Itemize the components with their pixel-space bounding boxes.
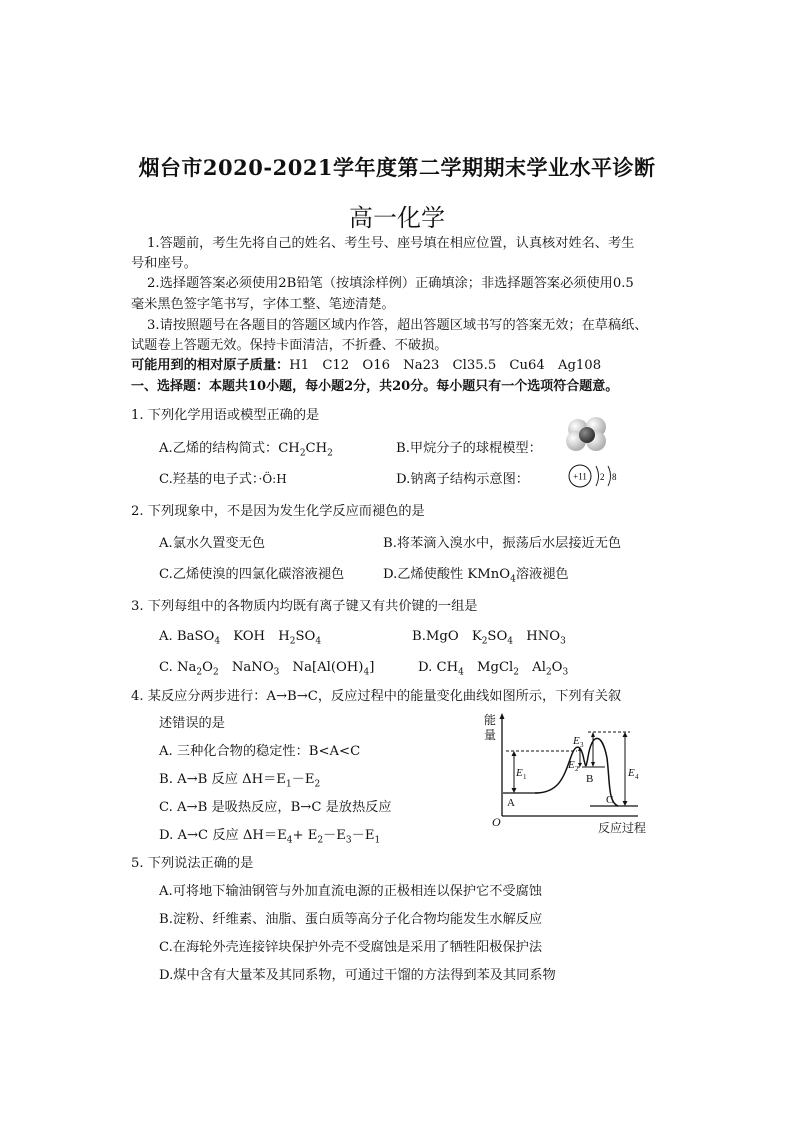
q4-stem-line2: 述错误的是 xyxy=(159,716,225,731)
ylabel-char-2: 量 xyxy=(484,728,497,742)
energy-diagram xyxy=(480,710,660,840)
shell-2-count: 8 xyxy=(612,472,617,482)
q2-option-b: B.将苯滴入溴水中，振荡后水层接近无色 xyxy=(383,536,622,551)
q4-option-d: D. A→C 反应 $\Delta H=E_4+ E_2-E_3-E_1$ xyxy=(159,828,381,846)
note-3-line1: 3.请按照题号在各题目的答题区域内作答，超出答题区域书写的答案无效；在草稿纸、 xyxy=(147,318,648,333)
label-C: C xyxy=(606,794,614,806)
q4-stem-line1: 4. 某反应分两步进行：A→B→C，反应过程中的能量变化曲线如图所示，下列有关叙 xyxy=(131,689,622,704)
q3-stem: 3. 下列每组中的各物质内均既有离子键又有共价键的一组是 xyxy=(131,599,478,614)
atomic-mass-label: 可能用到的相对原子质量： xyxy=(131,358,290,373)
q1-stem: 1. 下列化学用语或模型正确的是 xyxy=(131,408,320,423)
q2-option-c: C.乙烯使溴的四氯化碳溶液褪色 xyxy=(159,567,345,582)
note-2-line1: 2.选择题答案必须使用2B铅笔（按填涂样例）正确填涂；非选择题答案必须使用0.5 xyxy=(147,276,634,291)
label-E4-sub: 4 xyxy=(635,773,639,781)
q1-option-b: B.甲烷分子的球棍模型： xyxy=(396,441,542,456)
q5-option-d: D.煤中含有大量苯及其同系物，可通过干馏的方法得到苯及其同系物 xyxy=(159,968,556,983)
note-3-line2: 试题卷上答题无效。保持卡面清洁，不折叠、不破损。 xyxy=(131,338,448,353)
q1-option-a: A.乙烯的结构简式：$CH_2CH_2$ xyxy=(159,441,333,459)
xlabel: 反应过程 xyxy=(598,821,647,835)
q5-stem: 5. 下列说法正确的是 xyxy=(131,856,254,871)
q4-option-c: C. A→B 是吸热反应，B→C 是放热反应 xyxy=(159,800,392,815)
q2-option-d: D.乙烯使酸性 KMnO$_4$溶液褪色 xyxy=(383,567,569,585)
shell-1-count: 2 xyxy=(600,472,605,482)
note-1-line2: 号和座号。 xyxy=(131,256,197,271)
label-A: A xyxy=(507,797,515,809)
q3-option-b: B.MgO $K_2SO_4$ $HNO_3$ xyxy=(412,629,566,647)
label-E4: E xyxy=(628,767,635,779)
label-E1-sub: 1 xyxy=(523,773,527,781)
q2-stem: 2. 下列现象中，不是因为发生化学反应而褪色的是 xyxy=(131,504,425,519)
atomic-mass-values: H1 C12 O16 Na23 Cl35.5 Cu64 Ag108 xyxy=(289,358,602,373)
q3-option-a: A. BaSO$_4$ KOH $H_2SO_4$ xyxy=(159,629,322,647)
q4-option-a: A. 三种化合物的稳定性：B<A<C xyxy=(159,744,361,759)
label-E1: E xyxy=(516,767,523,779)
q2-option-a: A.氯水久置变无色 xyxy=(159,536,266,551)
section-1-heading: 一、选择题：本题共10小题，每小题2分，共20分。每小题只有一个选项符合题意。 xyxy=(131,379,619,394)
note-2-line2: 毫米黑色签字笔书写，字体工整、笔迹清楚。 xyxy=(131,297,395,312)
label-E2: E xyxy=(568,759,575,771)
label-E3: E xyxy=(573,735,580,747)
note-1-line1: 1.答题前，考生先将自己的姓名、考生号、座号填在相应位置，认真核对姓名、考生 xyxy=(147,236,635,251)
label-B: B xyxy=(586,773,594,785)
q5-option-b: B.淀粉、纤维素、油脂、蛋白质等高分子化合物均能发生水解反应 xyxy=(159,912,543,927)
ylabel-char-1: 能 xyxy=(484,713,497,727)
label-E2-sub: 2 xyxy=(575,765,579,773)
q5-option-a: A.可将地下输油钢管与外加直流电源的正极相连以保护它不受腐蚀 xyxy=(159,884,542,899)
nucleus-label: +11 xyxy=(573,471,587,482)
q5-option-c: C.在海轮外壳连接锌块保护外壳不受腐蚀是采用了牺牲阳极保护法 xyxy=(159,940,543,955)
page-title: 烟台市2020-2021学年度第二学期期末学业水平诊断 xyxy=(138,155,656,180)
label-E3-sub: 3 xyxy=(580,741,584,749)
atomic-mass-line xyxy=(131,356,601,377)
origin-label: O xyxy=(492,815,501,829)
q3-option-c: C. $Na_2O_2$ NaNO$_3$ $Na[Al(OH)_4]$ xyxy=(159,660,375,678)
q1-option-c: C.羟基的电子式：·Ö:H xyxy=(159,472,287,487)
sodium-ion-diagram-icon xyxy=(565,461,625,491)
q3-option-d: D. $CH_4$ MgCl$_2$ $Al_2O_3$ xyxy=(418,660,569,678)
subject-title: 高一化学 xyxy=(349,204,445,232)
hydroxyl-electron-formula: ·Ö:H xyxy=(258,472,287,486)
q4-option-b: B. A→B 反应 $\Delta H=E_1-E_2$ xyxy=(159,772,321,790)
methane-ball-model-icon xyxy=(562,413,612,453)
q1-option-d: D.钠离子结构示意图： xyxy=(396,472,529,487)
